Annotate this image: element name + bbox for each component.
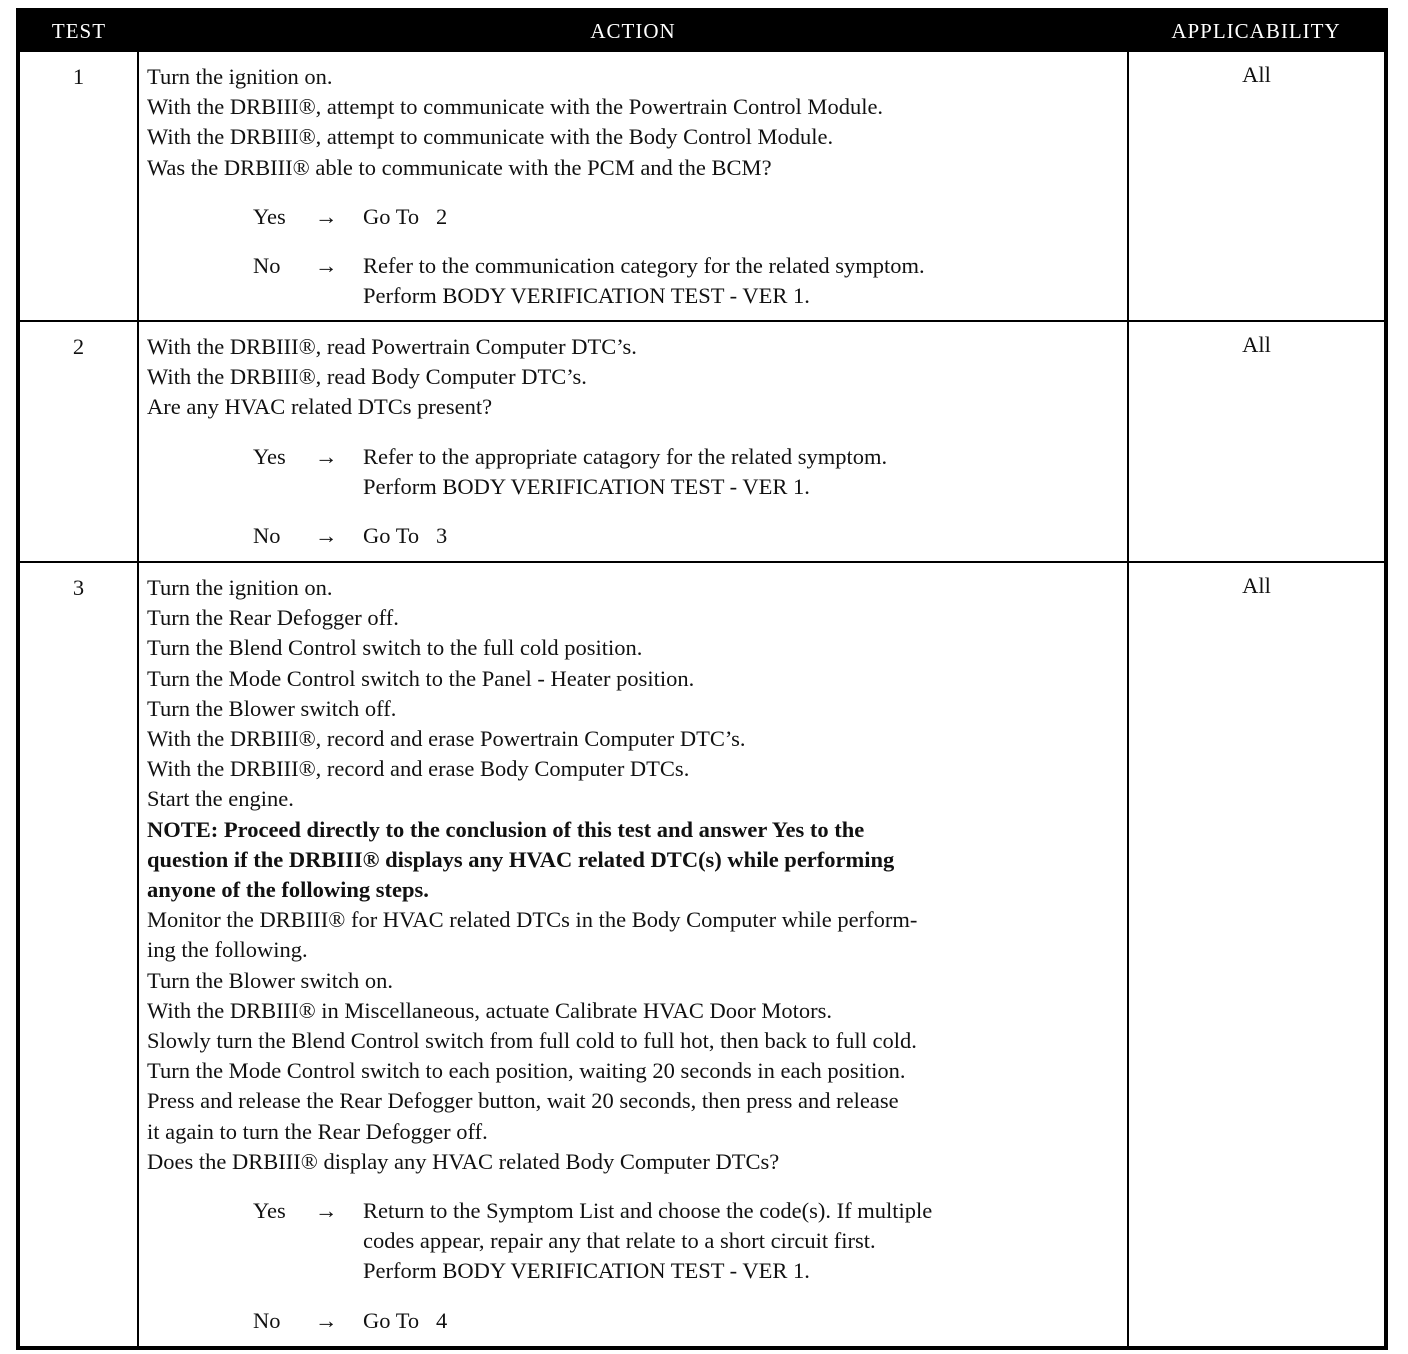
step-line: Are any HVAC related DTCs present? — [147, 394, 493, 420]
test-row-2 — [18, 321, 1386, 562]
table-header — [18, 10, 1386, 51]
result-line: Go To 3 — [363, 523, 448, 549]
action-cell — [138, 51, 1128, 321]
result-text — [363, 521, 1119, 551]
spacer — [147, 1336, 1119, 1340]
result-line: Perform BODY VERIFICATION TEST - VER 1. — [363, 473, 810, 499]
step-line: Turn the Blower switch off. — [147, 695, 397, 721]
result-yes — [253, 202, 1119, 232]
step-line: Turn the Blend Control switch to the full cold position. — [147, 635, 643, 661]
test-number: 3 — [18, 562, 138, 1348]
step-line: ing the following. — [147, 937, 308, 963]
step-line: Start the engine. — [147, 786, 294, 812]
result-text — [363, 1196, 1119, 1287]
header-test: TEST — [18, 10, 138, 51]
result-text — [363, 202, 1119, 232]
action-cell — [138, 562, 1128, 1348]
step-line: it again to turn the Rear Defogger off. — [147, 1118, 488, 1144]
step-line: Press and release the Rear Defogger button, wait 20 seconds, then press and release — [147, 1088, 899, 1114]
result-line: Go To 2 — [363, 203, 448, 229]
answer-label: Yes — [253, 443, 286, 469]
result-no — [253, 251, 1119, 311]
note-line: anyone of the following steps. — [147, 877, 429, 903]
step-line: Was the DRBIII® able to communicate with the PCM and the BCM? — [147, 154, 772, 180]
step-line: With the DRBIII®, attempt to communicate with the Body Control Module. — [147, 124, 834, 150]
arrow-icon: → — [315, 203, 338, 229]
result-line: codes appear, repair any that relate to a short circuit first. — [363, 1228, 876, 1254]
result-text — [363, 442, 1119, 502]
answer-label: No — [253, 253, 281, 279]
step-line: Turn the Mode Control switch to the Panel - Heater position. — [147, 665, 695, 691]
step-line: Turn the ignition on. — [147, 575, 333, 600]
test-number: 2 — [18, 321, 138, 562]
step-line: Turn the ignition on. — [147, 64, 333, 89]
result-text — [363, 1306, 1119, 1336]
step-line: With the DRBIII® in Miscellaneous, actuate Calibrate HVAC Door Motors. — [147, 997, 833, 1023]
step-line: Turn the Blower switch on. — [147, 967, 394, 993]
result-line: Perform BODY VERIFICATION TEST - VER 1. — [363, 283, 810, 309]
result-line: Go To 4 — [363, 1307, 448, 1333]
answer-label: Yes — [253, 203, 286, 229]
result-text — [363, 251, 1119, 311]
result-no — [253, 521, 1119, 551]
result-line: Refer to the appropriate catagory for the related symptom. — [363, 443, 888, 469]
applicability-value: All — [1128, 321, 1386, 562]
result-line: Refer to the communication category for the related symptom. — [363, 253, 925, 279]
result-line: Perform BODY VERIFICATION TEST - VER 1. — [363, 1258, 810, 1284]
procedure-page — [16, 8, 1384, 1350]
answer-label: No — [253, 1307, 281, 1333]
result-yes — [253, 1196, 1119, 1287]
result-yes — [253, 442, 1119, 502]
test-row-1 — [18, 51, 1386, 321]
arrow-icon: → — [315, 253, 338, 279]
applicability-value: All — [1128, 51, 1386, 321]
result-line: Return to the Symptom List and choose the code(s). If multiple — [363, 1198, 933, 1224]
step-line: Monitor the DRBIII® for HVAC related DTCs in the Body Computer while perform- — [147, 907, 918, 933]
answer-label: Yes — [253, 1198, 286, 1224]
arrow-icon: → — [315, 523, 338, 549]
step-line: With the DRBIII®, read Powertrain Computer DTC’s. — [147, 334, 637, 359]
action-cell — [138, 321, 1128, 562]
note-line: question if the DRBIII® displays any HVAC related DTC(s) while performing — [147, 846, 895, 872]
arrow-icon: → — [315, 443, 338, 469]
arrow-icon: → — [315, 1307, 338, 1333]
test-number: 1 — [18, 51, 138, 321]
step-line: Turn the Mode Control switch to each position, waiting 20 seconds in each position. — [147, 1058, 906, 1084]
step-line: Does the DRBIII® display any HVAC related Body Computer DTCs? — [147, 1148, 780, 1174]
note-line: NOTE: Proceed directly to the conclusion of this test and answer Yes to the — [147, 816, 865, 842]
header-applicability: APPLICABILITY — [1128, 10, 1386, 51]
diagnostic-test-table — [16, 8, 1388, 1350]
arrow-icon: → — [315, 1198, 338, 1224]
step-line: Slowly turn the Blend Control switch from full cold to full hot, then back to full cold. — [147, 1028, 917, 1054]
answer-label: No — [253, 523, 281, 549]
header-action: ACTION — [138, 10, 1128, 51]
step-line: With the DRBIII®, read Body Computer DTC’s. — [147, 364, 587, 390]
applicability-value: All — [1128, 562, 1386, 1348]
step-line: With the DRBIII®, record and erase Body Computer DTCs. — [147, 756, 690, 782]
step-line: With the DRBIII®, attempt to communicate with the Powertrain Control Module. — [147, 94, 884, 120]
step-line: Turn the Rear Defogger off. — [147, 605, 399, 631]
step-line: With the DRBIII®, record and erase Powertrain Computer DTC’s. — [147, 726, 746, 752]
test-row-3 — [18, 562, 1386, 1348]
result-no — [253, 1306, 1119, 1336]
